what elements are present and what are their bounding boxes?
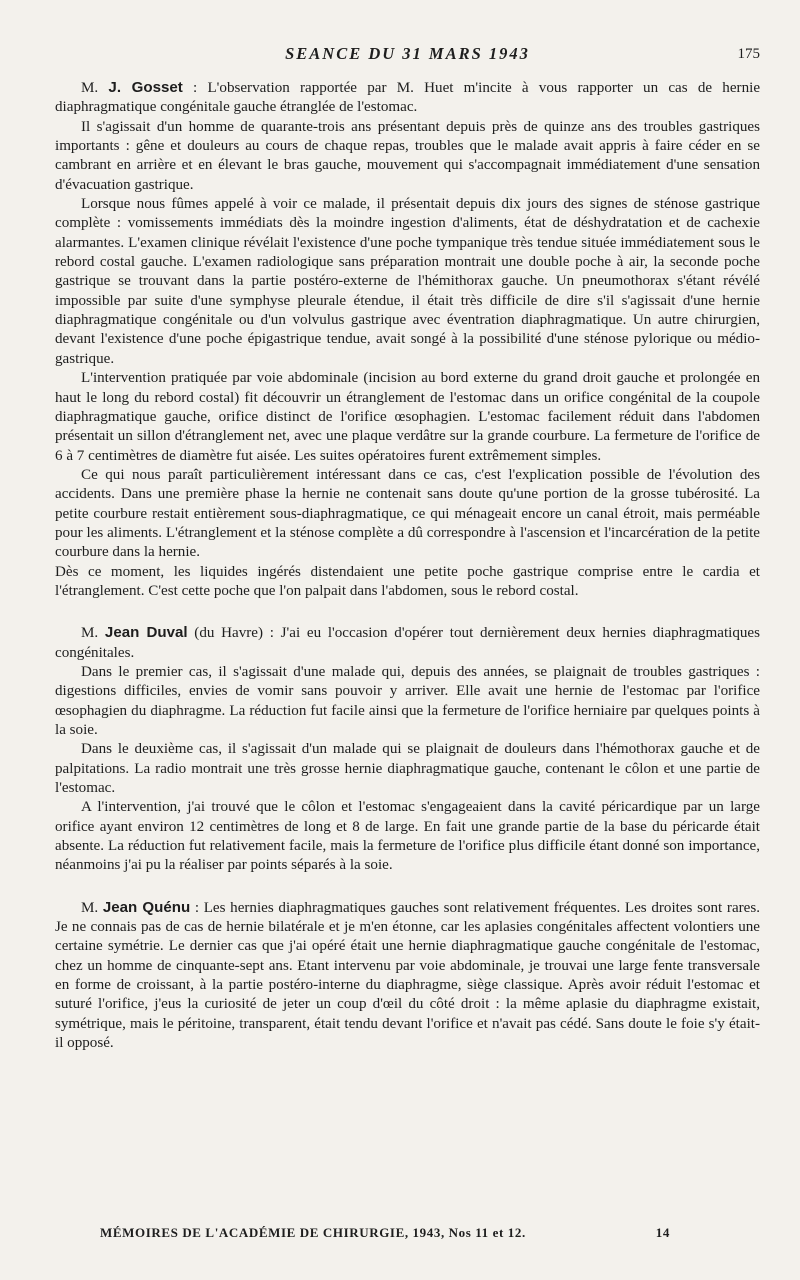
signature-number: 14 (655, 1225, 670, 1240)
page-number: 175 (737, 46, 760, 62)
running-header (55, 44, 760, 68)
speaker-duval: Jean Duval (104, 624, 188, 642)
gosset-prefix: M. (81, 80, 109, 96)
speaker-gosset: J. Gosset (108, 79, 183, 96)
gosset-paragraph-2: Il s'agissait d'un homme de quarante-trois ans présentant depuis près de quinze ans des troubles gastriques importants : gêne et douleurs au cours de chaque repas, troubles que le malade avait appris à faire céder en se cambrant en arrière et en élevant le bras gauche, mouvement qui s'accompagnait immédiatement d'une sensation d'évacuation gastrique. (55, 118, 760, 193)
gosset-paragraph-6: Dès ce moment, les liquides ingérés distendaient une petite poche gastrique comprise entre le cardia et l'étranglement. C'est cette poche que l'on palpait dans l'abdomen, sous le rebord costal. (55, 563, 760, 599)
journal-citation: MÉMOIRES DE L'ACADÉMIE DE CHIRURGIE, 1943, Nos 11 et 12. (100, 1225, 526, 1240)
quenu-prefix: M. (81, 899, 103, 916)
duval-paragraph-2: Dans le premier cas, il s'agissait d'une malade qui, depuis des années, se plaignait de troubles gastriques : digestions difficiles, envies de vomir sans pouvoir y arriver. Elle avait une hernie de l'estomac par l'orifice œsophagien du diaphragme. La réduction fut facile ainsi que la fermeture de l'orifice herniaire par quelques points à la soie. (55, 663, 760, 738)
gosset-p1-text: : L'observation rapportée par M. Huet m'incite à vous rapporter un cas de hernie diaphragmatique congénitale gauche étranglée de l'estomac. (55, 80, 761, 116)
session-title: SEANCE DU 31 MARS 1943 (285, 44, 530, 63)
section-gap (55, 601, 760, 623)
gosset-intro-paragraph (55, 78, 760, 118)
quenu-p1-text: : Les hernies diaphragmatiques gauches sont relativement fréquentes. Les droites sont rares. Je ne connais pas de cas de hernie bilatérale et je m'en étonne, car les aplasies congénitales affectent volontiers une certaine symétrie. Le dernier cas que j'ai opéré était une hernie diaphragmatique gauche congénitale de l'estomac, chez un homme de cinquante-sept ans. Etant intervenu par voie abdominale, je trouvai une large fente transversale en forme de croissant, à la partie postéro-interne du diaphragme, siège classique. Après avoir réduit l'estomac et suturé l'orifice, j'eus la curiosité de jeter un coup d'œil du côté droit : la même aplasie du diaphragme existait, symétrique, mais le péritoine, transparent, était tendu devant l'orifice et n'avait pas cédé. Sans doute le foie s'y était-il opposé. (55, 899, 761, 1052)
quenu-intro-paragraph (55, 898, 760, 1054)
duval-prefix: M. (81, 625, 105, 642)
gosset-paragraph-5: Ce qui nous paraît particulièrement intéressant dans ce cas, c'est l'explication possible de l'évolution des accidents. Dans une première phase la hernie ne contenait sans doute qu'une portion de la grosse tubérosité. La petite courbure restait entièrement sous-diaphragmatique, ce qui ménageait encore un canal étroit, mais perméable pour les aliments. L'étranglement et la sténose complète a dû correspondre à l'ascension et l'incarcération de la petite courbure dans la hernie. (55, 466, 760, 561)
gosset-paragraph-4: L'intervention pratiquée par voie abdominale (incision au bord externe du grand droit gauche et prolongée en haut le long du rebord costal) fit découvrir un étranglement de l'estomac dans un orifice congénital de la coupole diaphragmatique gauche, orifice distinct de l'orifice œsophagien. L'estomac facilement réduit dans l'abdomen présentait un sillon d'étranglement net, avec une plaque verdâtre sur la grande courbure. La fermeture de l'orifice de 6 à 7 centimètres de diamètre fut aisée. Les suites opératoires furent extrêmement simples. (55, 370, 760, 464)
duval-p1-text: (du Havre) : J'ai eu l'occasion d'opérer tout dernièrement deux hernies diaphragmatiques congénitales. (55, 625, 761, 661)
journal-footer (100, 1225, 670, 1241)
gosset-paragraph-3: Lorsque nous fûmes appelé à voir ce malade, il présentait depuis dix jours des signes de sténose gastrique complète : vomissements immédiats dès la moindre ingestion d'aliments, état de déshydratation et de cachexie alarmantes. L'examen clinique révélait l'existence d'une poche tympanique très tendue située immédiatement sous le rebord costal gauche. L'examen radiologique sans préparation montrait une double poche à air, la seconde poche gastrique se trouvant dans la partie postéro-externe de l'hémithorax gauche. Un pneumothorax s'étant révélé impossible par suite d'une symphyse pleurale étendue, il était très difficile de dire s'il s'agissait d'une hernie diaphragmatique congénitale ou d'un volvulus gastrique avec éventration diaphragmatique. Un autre chirurgien, devant l'existence d'une poche épigastrique tendue, avait songé à la possibilité d'une sténose pylorique ou médio-gastrique. (55, 196, 760, 367)
duval-paragraph-3: Dans le deuxième cas, il s'agissait d'un malade qui se plaignait de douleurs dans l'hémothorax gauche et de palpitations. La radio montrait une très grosse hernie diaphragmatique gauche, contenant le côlon et une partie de l'estomac. (55, 741, 760, 797)
duval-paragraph-4: A l'intervention, j'ai trouvé que le côlon et l'estomac s'engageaient dans la cavité péricardique par un large orifice ayant environ 12 centimètres de long et 8 de large. En fait une grande partie de la base du péricarde était absente. La réduction fut relativement facile, mais la fermeture de l'orifice plus difficile étant donné son importance, néanmoins j'ai pu la réaliser par points séparés à la soie. (55, 799, 760, 874)
duval-intro-paragraph (55, 623, 760, 663)
page-body (55, 78, 760, 1054)
section-gap (55, 876, 760, 898)
speaker-quenu: Jean Quénu (102, 898, 191, 916)
